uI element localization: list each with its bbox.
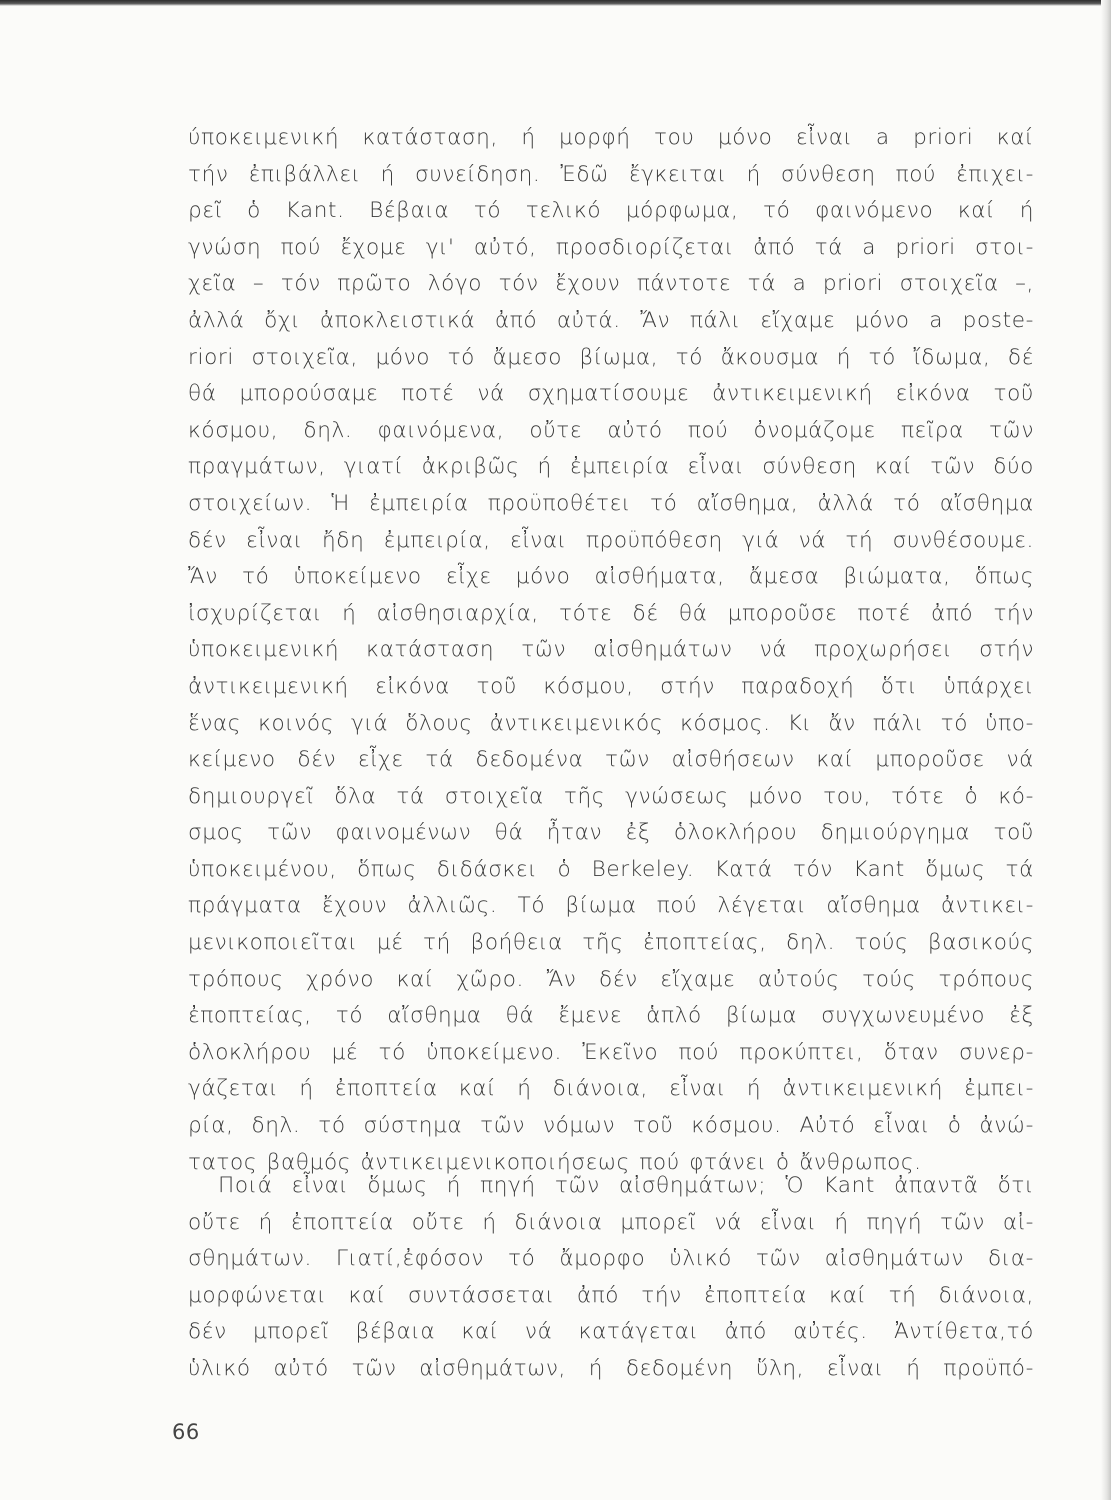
page-right-shadow xyxy=(1101,0,1111,1500)
text-line: πράγματα ἔχουν ἀλλιῶς. Τό βίωμα πού λέγεται αἴσθημα ἀντικει- xyxy=(188,893,1034,919)
text-line: τρόπους χρόνο καί χῶρο. Ἄν δέν εἴχαμε αὐτούς τούς τρόπους xyxy=(188,966,1034,992)
page-top-shadow xyxy=(0,0,1111,6)
text-line: τατος βαθμός ἀντικειμενικοποιήσεως πού φτάνει ὁ ἄνθρωπος. xyxy=(188,1149,922,1175)
text-line: γνώση πού ἔχομε γι' αὐτό, προσδιορίζεται ἀπό τά a priori στοι- xyxy=(188,234,1034,260)
text-line: ρεῖ ὁ Kant. Βέβαια τό τελικό μόρφωμα, τό φαινόμενο καί ή xyxy=(188,198,1034,224)
text-line: ἀντικειμενική εἰκόνα τοῦ κόσμου, στήν παραδοχή ὅτι ὑπάρχει xyxy=(188,673,1034,699)
text-line: ὑλικό αὐτό τῶν αἰσθημάτων, ή δεδομένη ὕλη, εἶναι ή προϋπό- xyxy=(188,1355,1034,1381)
text-line: ἐποπτείας, τό αἴσθημα θά ἔμενε ἁπλό βίωμα συγχωνευμένο ἐξ xyxy=(188,1003,1034,1029)
text-line: χεῖα – τόν πρῶτο λόγο τόν ἔχουν πάντοτε τά a priori στοιχεῖα –, xyxy=(188,271,1034,297)
text-line: ὑποκειμένου, ὅπως διδάσκει ὁ Berkeley. Κατά τόν Kant ὅμως τά xyxy=(188,856,1034,882)
text-line: Ποιά εἶναι ὅμως ή πηγή τῶν αἰσθημάτων; Ὁ Kant ἀπαντᾶ ὅτι xyxy=(218,1173,1034,1198)
text-line: ρία, δηλ. τό σύστημα τῶν νόμων τοῦ κόσμου. Αὐτό εἶναι ὁ ἀνώ- xyxy=(188,1113,1034,1139)
text-line: μενικοποιεῖται μέ τή βοήθεια τῆς ἐποπτείας, δηλ. τούς βασικούς xyxy=(188,930,1034,956)
text-line: μορφώνεται καί συντάσσεται ἀπό τήν ἐποπτεία καί τή διάνοια, xyxy=(188,1282,1034,1308)
page-number: 66 xyxy=(172,1420,200,1444)
text-line: σθημάτων. Γιατί,ἐφόσον τό ἄμορφο ὑλικό τῶν αἰσθημάτων δια- xyxy=(188,1246,1034,1272)
text-line: δέν μπορεῖ βέβαια καί νά κατάγεται ἀπό αὐτές. Ἀντίθετα,τό xyxy=(188,1319,1034,1345)
text-line: κόσμου, δηλ. φαινόμενα, οὔτε αὐτό πού ὀνομάζομε πεῖρα τῶν xyxy=(188,417,1034,443)
text-line: στοιχείων. Ἡ ἐμπειρία προϋποθέτει τό αἴσθημα, ἀλλά τό αἴσθημα xyxy=(188,490,1034,516)
text-line: γάζεται ή ἐποπτεία καί ή διάνοια, εἶναι ή ἀντικειμενική ἐμπει- xyxy=(188,1076,1034,1102)
text-line: τήν ἐπιβάλλει ή συνείδηση. Ἐδῶ ἔγκειται ή σύνθεση πού ἐπιχει- xyxy=(188,161,1034,187)
text-line: θά μπορούσαμε ποτέ νά σχηματίσουμε ἀντικειμενική εἰκόνα τοῦ xyxy=(188,381,1034,407)
text-line: Ἄν τό ὑποκείμενο εἶχε μόνο αἰσθήματα, ἄμεσα βιώματα, ὅπως xyxy=(188,564,1034,590)
text-line: πραγμάτων, γιατί ἀκριβῶς ή ἐμπειρία εἶναι σύνθεση καί τῶν δύο xyxy=(188,454,1034,480)
text-line: ἀλλά ὄχι ἀποκλειστικά ἀπό αὐτά. Ἄν πάλι εἴχαμε μόνο a poste- xyxy=(188,307,1034,333)
text-line: ὁλοκλήρου μέ τό ὑποκείμενο. Ἐκεῖνο πού προκύπτει, ὅταν συνερ- xyxy=(188,1039,1034,1065)
paragraph-1 xyxy=(188,120,1034,1181)
text-line: δέν εἶναι ἤδη ἐμπειρία, εἶναι προϋπόθεση γιά νά τή συνθέσουμε. xyxy=(188,527,1034,553)
text-line: ἕνας κοινός γιά ὅλους ἀντικειμενικός κόσμος. Κι ἄν πάλι τό ὑπο- xyxy=(188,710,1034,736)
text-line: κείμενο δέν εἶχε τά δεδομένα τῶν αἰσθήσεων καί μποροῦσε νά xyxy=(188,747,1034,773)
text-line: οὔτε ή ἐποπτεία οὔτε ή διάνοια μπορεῖ νά εἶναι ή πηγή τῶν αἰ- xyxy=(188,1209,1034,1235)
text-line: δημιουργεῖ ὅλα τά στοιχεῖα τῆς γνώσεως μόνο του, τότε ὁ κό- xyxy=(188,783,1034,809)
text-line: ὑποκειμενική κατάσταση τῶν αἰσθημάτων νά προχωρήσει στήν xyxy=(188,637,1034,663)
paragraph-2 xyxy=(188,1168,1034,1388)
text-line: ἰσχυρίζεται ή αἰσθησιαρχία, τότε δέ θά μποροῦσε ποτέ ἀπό τήν xyxy=(188,600,1034,626)
text-line: σμος τῶν φαινομένων θά ἦταν ἐξ ὁλοκλήρου δημιούργημα τοῦ xyxy=(188,820,1034,846)
text-line: ύποκειμενική κατάσταση, ή μορφή του μόνο εἶναι a priori καί xyxy=(188,125,1034,150)
text-line: riori στοιχεῖα, μόνο τό ἄμεσο βίωμα, τό ἄκουσμα ή τό ἴδωμα, δέ xyxy=(188,344,1034,370)
